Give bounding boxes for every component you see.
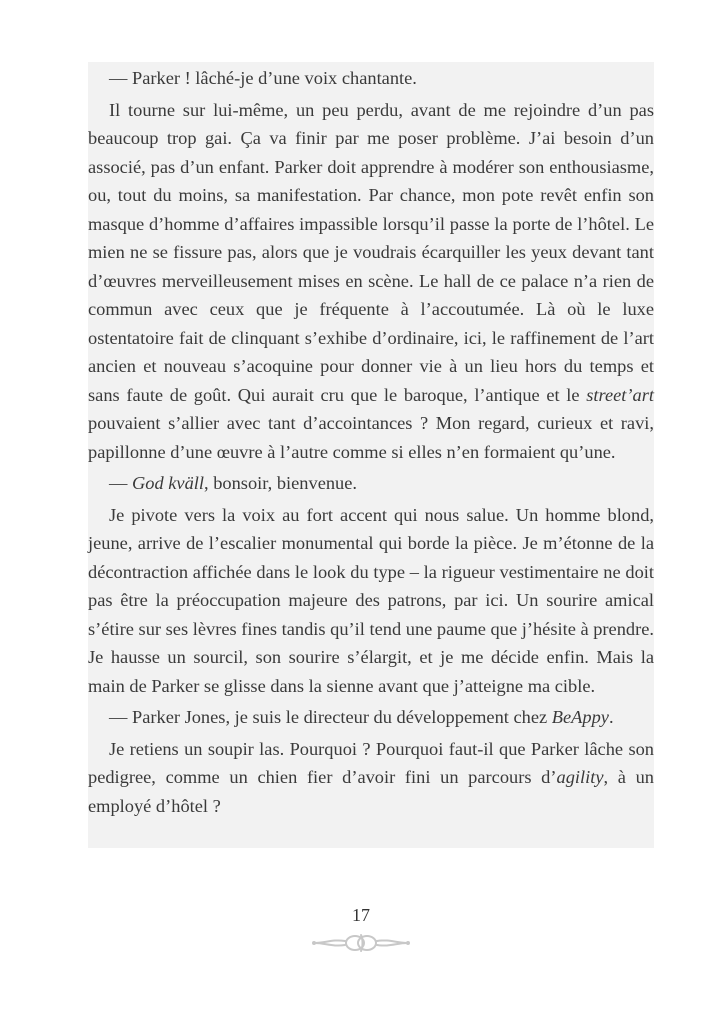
paragraph-2-text-2: pouvaient s’allier avec tant d’accointances ? Mon regard, curieux et ravi, papillonne d’une œuvre à l’autre comme si elles n’en formaient qu’une. <box>88 413 654 462</box>
paragraph-2-text-1: Il tourne sur lui-même, un peu perdu, avant de me rejoindre d’un pas beaucoup trop gai. Ça va finir par me poser problème. J’ai besoin d’un associé, pas d’un enfant. Parker doit apprendre à modérer son enthousiasme, ou, tout du moins, sa manifestation. Par chance, mon pote revêt enfin son masque d’homme d’affaires impassible lorsqu’il passe la porte de l’hôtel. Le mien ne se fissure pas, alors que je voudrais écarquiller les yeux devant tant d’œuvres merveilleusement mises en scène. Le hall de ce palace n’a rien de commun avec ceux que je fréquente à l’accoutumée. Là où le luxe ostentatoire fait de clinquant s’exhibe d’ordinaire, ici, le raffinement de l’art ancien et nouveau s’acoquine pour donner vie à un lieu hors du temps et sans faute de goût. Qui aurait cru que le baroque, l’antique et le <box>88 99 654 405</box>
paragraph-4 <box>88 501 654 701</box>
paragraph-2 <box>88 96 654 467</box>
paragraph-3-text-1: — <box>109 473 132 493</box>
text-block <box>88 62 654 848</box>
paragraph-5 <box>88 703 654 732</box>
paragraph-6-text-2: , à un employé d’hôtel ? <box>88 767 654 816</box>
paragraph-4-text-1: Je pivote vers la voix au fort accent qui nous salue. Un homme blond, jeune, arrive de l’escalier monumental qui borde la pièce. Je m’étonne de la décontraction affichée dans le look du type – la rigueur vestimentaire ne doit pas être la préoccupation majeure des patrons, par ici. Un sourire amical s’étire sur ses lèvres fines tandis qu’il tend une paume que j’hésite à prendre. Je hausse un sourcil, son sourire s’élargit, et je me décide enfin. Mais la main de Parker se glisse dans la sienne avant que j’atteigne ma cible. <box>88 504 654 696</box>
paragraph-1 <box>88 64 654 93</box>
paragraph-2-italic-term: street’art <box>586 384 654 405</box>
paragraph-6-text-1: Je retiens un soupir las. Pourquoi ? Pourquoi faut-il que Parker lâche son pedigree, comme un chien fier d’avoir fini un parcours d’ <box>88 738 654 787</box>
paragraph-3-italic-term: God kväll <box>132 473 205 493</box>
scroll-ornament-icon <box>311 930 411 956</box>
page-number: 17 <box>352 905 370 925</box>
paragraph-3-text-2: , bonsoir, bienvenue. <box>204 473 358 493</box>
paragraph-5-italic-term: BeAppy <box>551 707 609 727</box>
paragraph-6-italic-term: agility <box>556 767 604 787</box>
paragraph-6 <box>88 735 654 821</box>
paragraph-5-text-2: . <box>608 707 614 727</box>
paragraph-3 <box>88 469 654 498</box>
paragraph-1-text-1: — Parker ! lâché-je d’une voix chantante. <box>109 68 417 88</box>
paragraph-5-text-1: — Parker Jones, je suis le directeur du développement chez <box>109 707 552 727</box>
